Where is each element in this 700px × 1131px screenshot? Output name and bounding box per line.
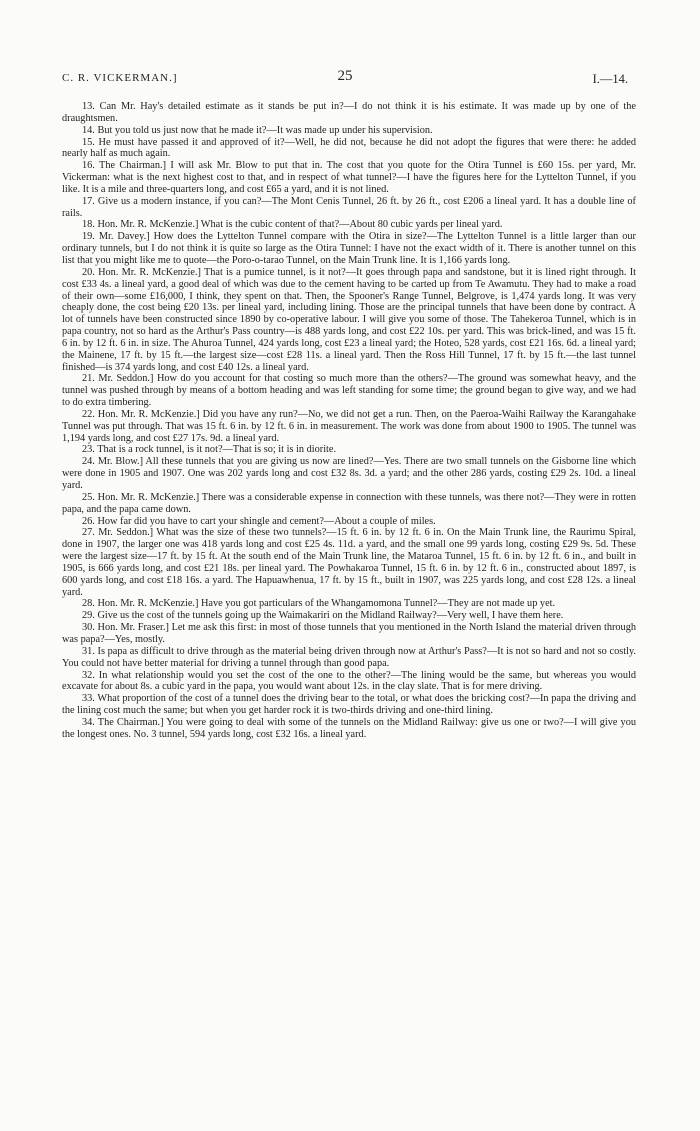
page-number: 25 (337, 68, 353, 84)
question-23: 23. That is a rock tunnel, is it not?—That is so; it is in diorite. (82, 444, 337, 456)
question-30: 30. Hon. Mr. Fraser.] Let me ask this first: in most of those tunnels that you mentioned in the North Island the material driven through was papa?—Yes, mostly. (62, 622, 636, 645)
question-14: 14. But you told us just now that he made it?—It was made up under his supervision. (82, 124, 433, 136)
question-34: 34. The Chairman.] You were going to deal with some of the tunnels on the Midland Railway: give us one or two?—I will give you the longest ones. No. 3 tunnel, 594 yards long, cost £32 16s. a lineal yard. (62, 716, 636, 740)
question-22: 22. Hon. Mr. R. McKenzie.] Did you have any run?—No, we did not get a run. Then, on the Paeroa-Waihi Railway the Karangahake Tunnel was put through. That was 15 ft. 6 in. by 12 ft. 6 in. in measurement. The work was done from about 1900 to 1905. The tunnel was 1,194 yards long, and cost £27 17s. 9d. a lineal yard. (62, 408, 636, 444)
page-header (62, 70, 628, 90)
question-17: 17. Give us a modern instance, if you can?—The Mont Cenis Tunnel, 26 ft. by 26 ft., cost £206 a lineal yard. It has a double line of rails. (62, 195, 636, 219)
question-19: 19. Mr. Davey.] How does the Lyttelton Tunnel compare with the Otira in size?—The Lyttelton Tunnel is a little larger than our ordinary tunnels, but I do not think it is quite so large as the Otira Tunnel: I have not the exact width of it. There is another tunnel on this list that you might like me to quote—the Poro-o-tarao Tunnel, on the Main Trunk line. It is 1,166 yards long. (62, 231, 636, 266)
question-24: 24. Mr. Blow.] All these tunnels that you are giving us now are lined?—Yes. There are two small tunnels on the Gisborne line which were done in 1905 and 1907. One was 202 yards long and cost £32 8s. 3d. a yard; and the other 286 yards, costing £29 2s. 10d. a lineal yard. (62, 456, 636, 491)
question-32: 32. In what relationship would you set the cost of the one to the other?—The lining would be the same, but whereas you would excavate for about 8s. a cubic yard in the papa, you would want about 12s. in the clay slate. That is for mere driving. (62, 669, 636, 693)
question-18: 18. Hon. Mr. R. McKenzie.] What is the cubic content of that?—About 80 cubic yards per lineal yard. (82, 219, 503, 231)
question-25: 25. Hon. Mr. R. McKenzie.] There was a considerable expense in connection with these tunnels, was there not?—They were in rotten papa, and the papa came down. (62, 491, 636, 515)
question-29: 29. Give us the cost of the tunnels going up the Waimakariri on the Midland Railway?—Very well, I have them here. (82, 610, 564, 622)
question-21: 21. Mr. Seddon.] How do you account for that costing so much more than the others?—The ground was somewhat heavy, and the tunnel was pushed through by means of a bottom heading and was left standing for some time; the ground began to give way, and we had to do extra timbering. (62, 373, 636, 409)
question-33: 33. What proportion of the cost of a tunnel does the driving bear to the total, or what does the bricking cost?—In papa the driving and the lining cost much the same; but when you get harder rock it is two-thirds driving and one-third lining. (62, 693, 636, 717)
question-20: 20. Hon. Mr. R. McKenzie.] That is a pumice tunnel, is it not?—It goes through papa and sandstone, but it is lined right through. It cost £33 4s. a lineal yard, a good deal of which was due to the cement having to be carted up from Te Awamutu. They had to make a road of their own—some £16,000, I think, they spent on that. Then, the Spooner's Range Tunnel, Belgrove, is 1,474 yards long. It was very cheaply done, the cost being £20 13s. per lineal yard, including lining. Those are the principal tunnels that have been done by contract. A lot of tunnels have been constructed since 1890 by co-operative labour. I will give you some of those. The Tahekeroa Tunnel, which is in papa country, not so hard as the Arthur's Pass country—is 488 yards long, and cost £22 10s. per yard. This was brick-lined, and was 15 ft. 6 in. by 12 ft. 6 in. in size. The Ahuroa Tunnel, 424 yards long, cost £23 a lineal yard; the Hoteo, 528 yards, cost £21 16s. 6d. a lineal yard; the Mainene, 17 ft. by 15 ft.—the largest size—cost £28 11s. a lineal yard. Then the Ross Hill Tunnel, 17 ft. by 15 ft.—the last tunnel finished—is 374 yards long, and cost £40 12s. a lineal yard. (62, 266, 636, 373)
question-26: 26. How far did you have to cart your shingle and cement?—About a couple of miles. (82, 515, 436, 527)
question-16: 16. The Chairman.] I will ask Mr. Blow to put that in. The cost that you quote for the Otira Tunnel is £60 15s. per yard, Mr. Vickerman: what is the next highest cost to that, and in respect of what tunnel?—I have the figures here for the Lyttelton Tunnel, if you like. It is a mile and three-quarters long, and cost £65 a yard, and it is not lined. (62, 160, 636, 195)
question-13: 13. Can Mr. Hay's detailed estimate as it stands be put in?—I do not think it is his estimate. It was made up by one of the draughtsmen. (62, 101, 636, 124)
document-reference: I.—14. (592, 72, 628, 86)
transcript-body (62, 101, 636, 741)
witness-name: C. R. VICKERMAN.] (62, 72, 178, 84)
question-31: 31. Is papa as difficult to drive through as the material being driven through now at Arthur's Pass?—It is not so hard and not so costly. You could not have better material for driving a tunnel through than good papa. (62, 645, 636, 669)
question-27: 27. Mr. Seddon.] What was the size of these two tunnels?—15 ft. 6 in. by 12 ft. 6 in. On the Main Trunk line, the Raurimu Spiral, done in 1907, the larger one was 418 yards long and cost £25 4s. 11d. a yard, and the small one 99 yards long, costing £29 9s. 5d. These were the largest size—17 ft. by 15 ft. At the south end of the Main Trunk line, the Mataroa Tunnel, 15 ft. 6 in. by 12 ft. 6 in., and built in 1905, is 666 yards long, and cost £21 18s. per lineal yard. The Powhakaroa Tunnel, 15 ft. 6 in. by 12 ft. 6 in., constructed about 1897, is 600 yards long, and cost £18 16s. a yard. The Hapuawhenua, 17 ft. by 15 ft., built in 1907, was 225 yards long, and cost £28 12s. a lineal yard. (62, 527, 636, 598)
question-28: 28. Hon. Mr. R. McKenzie.] Have you got particulars of the Whangamomona Tunnel?—They are not made up yet. (82, 598, 556, 610)
question-15: 15. He must have passed it and approved of it?—Well, he did not, because he did not adopt the figures that were there: he added nearly half as much again. (62, 136, 636, 160)
